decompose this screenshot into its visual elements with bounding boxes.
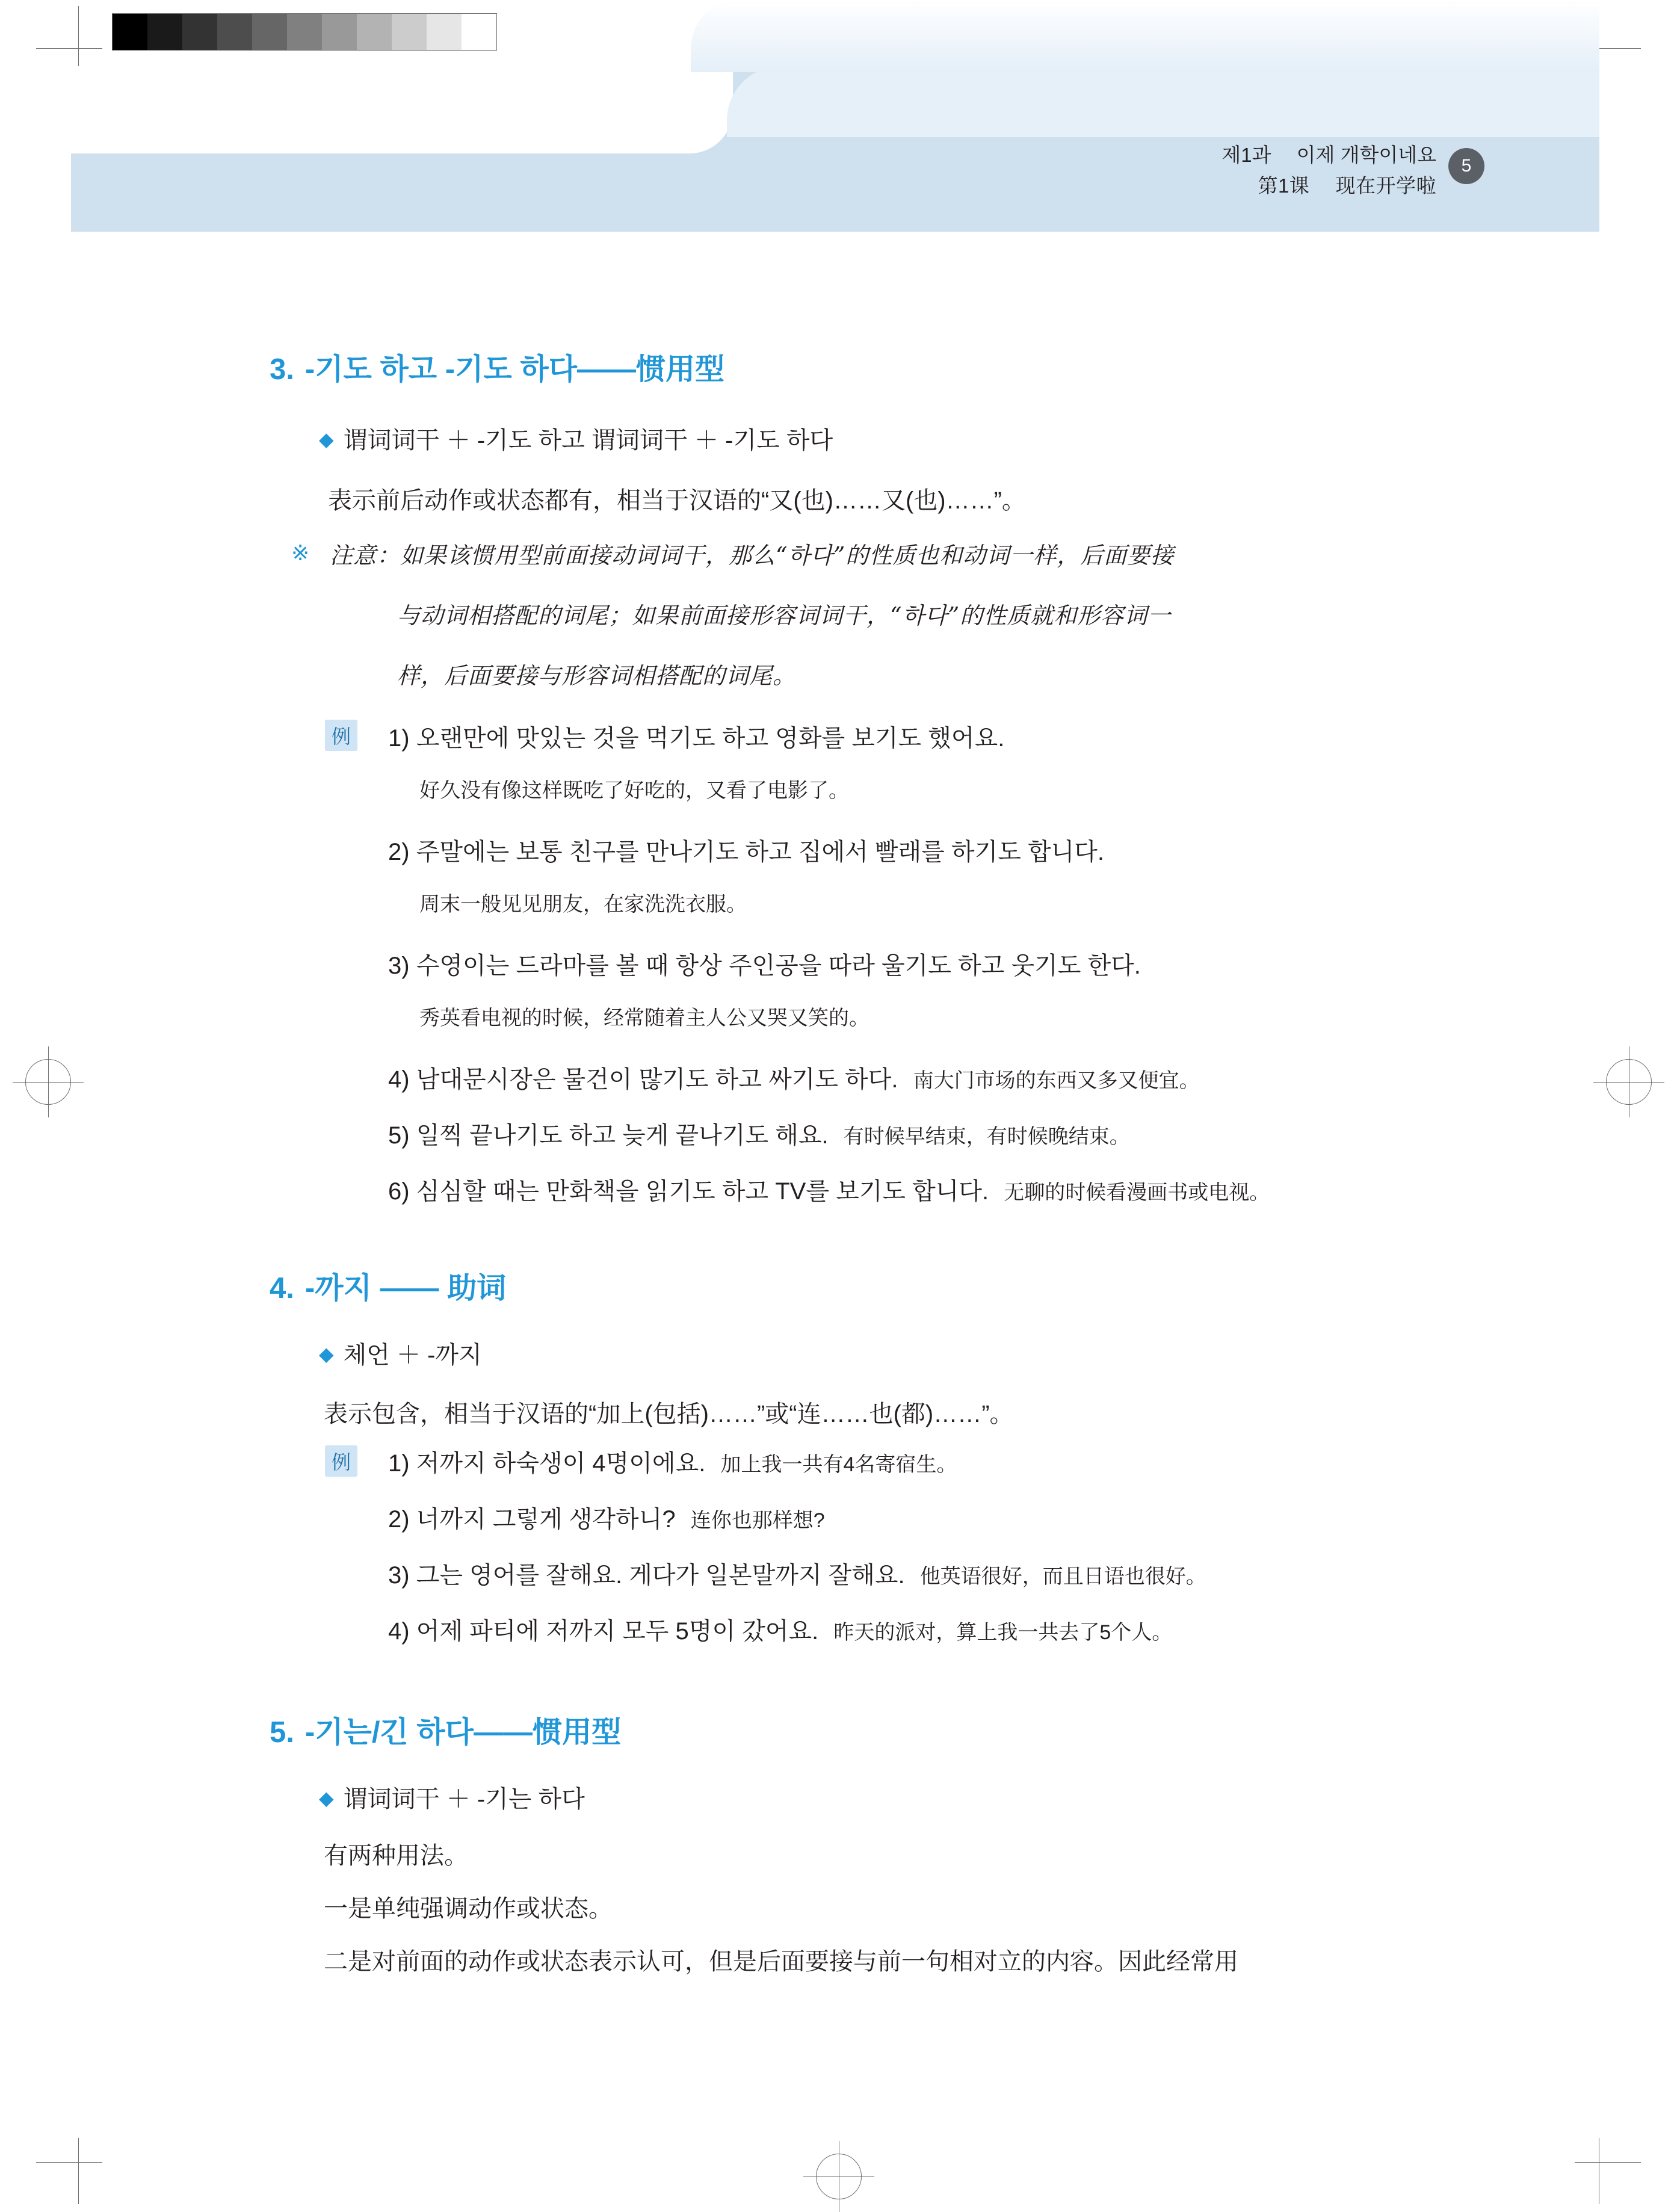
example-3-3 (388, 947, 1141, 981)
example-badge-section-4: 例 (325, 1445, 357, 1477)
example-3-2 (388, 833, 1104, 867)
registration-mark-left (25, 1059, 71, 1105)
crop-mark-bottom-right (1575, 2138, 1641, 2204)
example-4-3-korean: 그는 영어를 잘해요. 게다가 일본말까지 잘해요. (416, 1562, 905, 1589)
section-4-pattern (319, 1336, 482, 1370)
example-4-2-translation: 连你也那样想? (690, 1509, 825, 1532)
example-4-1 (388, 1444, 957, 1478)
section-4-number: 4. (270, 1272, 294, 1305)
section-5-number: 5. (270, 1716, 294, 1749)
example-3-5 (388, 1116, 1130, 1151)
section-5-pattern-text: 谓词词干 ＋ -기는 하다 (343, 1786, 585, 1812)
section-5-body-line-1: 有两种用法。 (324, 1843, 468, 1869)
section-4-heading (270, 1265, 506, 1307)
header-title-chinese: 第1课 现在开学啦 (1258, 175, 1436, 197)
example-4-3-number: 3) (388, 1562, 410, 1589)
example-3-6 (388, 1172, 1270, 1206)
example-3-4-korean: 남대문시장은 물건이 많기도 하고 싸기도 하다. (416, 1066, 898, 1093)
example-4-2-number: 2) (388, 1506, 410, 1533)
crop-mark-top-left (36, 6, 102, 72)
section-3-note-line-1: 注意：如果该惯用型前面接动词词干，那么“하다”的性质也和动词一样，后面要接 (330, 542, 1175, 569)
section-4-title: -까지 —— 助词 (304, 1272, 507, 1305)
example-4-4-translation: 昨天的派对，算上我一共去了5个人。 (833, 1621, 1173, 1644)
section-3-note-line-3: 样，后面要接与形容词相搭配的词尾。 (397, 663, 797, 689)
section-4-pattern-text: 체언 ＋ -까지 (343, 1342, 482, 1368)
example-4-2 (388, 1500, 825, 1534)
example-3-1 (388, 719, 1004, 753)
example-3-2-korean: 주말에는 보통 친구를 만나기도 하고 집에서 빨래를 하기도 합니다. (416, 839, 1105, 865)
example-3-2-translation: 周末一般见见朋友，在家洗洗衣服。 (419, 893, 747, 916)
example-3-4-translation: 南大门市场的东西又多又便宜。 (913, 1069, 1200, 1092)
header-running-title (1221, 140, 1436, 201)
section-3-pattern (319, 421, 833, 456)
section-5-heading (270, 1709, 621, 1751)
example-3-6-number: 6) (388, 1178, 410, 1205)
section-3-number: 3. (270, 353, 294, 386)
example-3-2-number: 2) (388, 839, 410, 865)
example-3-4-number: 4) (388, 1066, 410, 1093)
example-4-1-translation: 加上我一共有4名寄宿生。 (720, 1453, 957, 1476)
section-5-body-line-3: 二是对前面的动作或状态表示认可，但是后面要接与前一句相对立的内容。因此经常用 (324, 1948, 1238, 1975)
page-number-badge: 5 (1448, 148, 1484, 184)
example-4-4-korean: 어제 파티에 저까지 모두 5명이 갔어요. (416, 1618, 819, 1645)
grayscale-calibration-bar (112, 13, 497, 51)
example-3-3-translation: 秀英看电视的时候，经常随着主人公又哭又笑的。 (419, 1007, 869, 1030)
diamond-icon: ◆ (319, 428, 334, 450)
section-3-title: -기도 하고 -기도 하다——惯用型 (304, 353, 725, 386)
example-4-3 (388, 1556, 1206, 1590)
example-3-6-translation: 无聊的时候看漫画书或电视。 (1004, 1181, 1270, 1204)
example-3-1-korean: 오랜만에 맛있는 것을 먹기도 하고 영화를 보기도 했어요. (416, 725, 1005, 752)
note-marker-icon: ※ (291, 540, 310, 565)
registration-mark-right (1606, 1059, 1652, 1105)
example-badge-section-3: 例 (325, 720, 357, 751)
crop-mark-bottom-left (36, 2138, 102, 2204)
example-4-1-korean: 저까지 하숙생이 4명이에요. (416, 1450, 706, 1477)
example-3-1-number: 1) (388, 725, 410, 752)
example-3-5-korean: 일찍 끝나기도 하고 늦게 끝나기도 해요. (416, 1122, 829, 1149)
section-5-pattern (319, 1780, 585, 1814)
example-3-3-number: 3) (388, 953, 410, 979)
example-4-3-translation: 他英语很好，而且日语也很好。 (919, 1565, 1206, 1588)
example-3-6-korean: 심심할 때는 만화책을 읽기도 하고 TV를 보기도 합니다. (416, 1178, 989, 1205)
section-5-body-line-2: 一是单纯强调动作或状态。 (324, 1895, 613, 1922)
example-3-3-korean: 수영이는 드라마를 볼 때 항상 주인공을 따라 울기도 하고 웃기도 한다. (416, 953, 1141, 979)
example-4-1-number: 1) (388, 1450, 410, 1477)
header-tab-fill (727, 66, 1599, 137)
example-3-5-number: 5) (388, 1122, 410, 1149)
diamond-icon: ◆ (319, 1343, 334, 1365)
example-3-1-translation: 好久没有像这样既吃了好吃的，又看了电影了。 (419, 779, 849, 802)
example-4-4 (388, 1612, 1172, 1646)
section-3-heading (270, 346, 724, 388)
header-title-korean: 제1과 이제 개학이네요 (1221, 144, 1436, 166)
registration-mark-bottom (816, 2154, 862, 2199)
section-3-pattern-text: 谓词词干 ＋ -기도 하고 谓词词干 ＋ -기도 하다 (343, 427, 833, 454)
diamond-icon: ◆ (319, 1787, 334, 1809)
example-4-4-number: 4) (388, 1618, 410, 1645)
example-3-5-translation: 有时候早结束，有时候晚结束。 (843, 1125, 1130, 1148)
example-3-4 (388, 1060, 1200, 1095)
section-5-title: -기는/긴 하다——惯用型 (304, 1716, 622, 1749)
section-3-note-line-2: 与动词相搭配的词尾；如果前面接形容词词干，“하다”的性质就和形容词一 (397, 602, 1172, 629)
example-4-2-korean: 너까지 그렇게 생각하니? (416, 1506, 676, 1533)
section-3-explain: 表示前后动作或状态都有，相当于汉语的“又(也)……又(也)……”。 (328, 487, 1026, 514)
section-4-explain: 表示包含，相当于汉语的“加上(包括)……”或“连……也(都)……”。 (324, 1401, 1014, 1427)
